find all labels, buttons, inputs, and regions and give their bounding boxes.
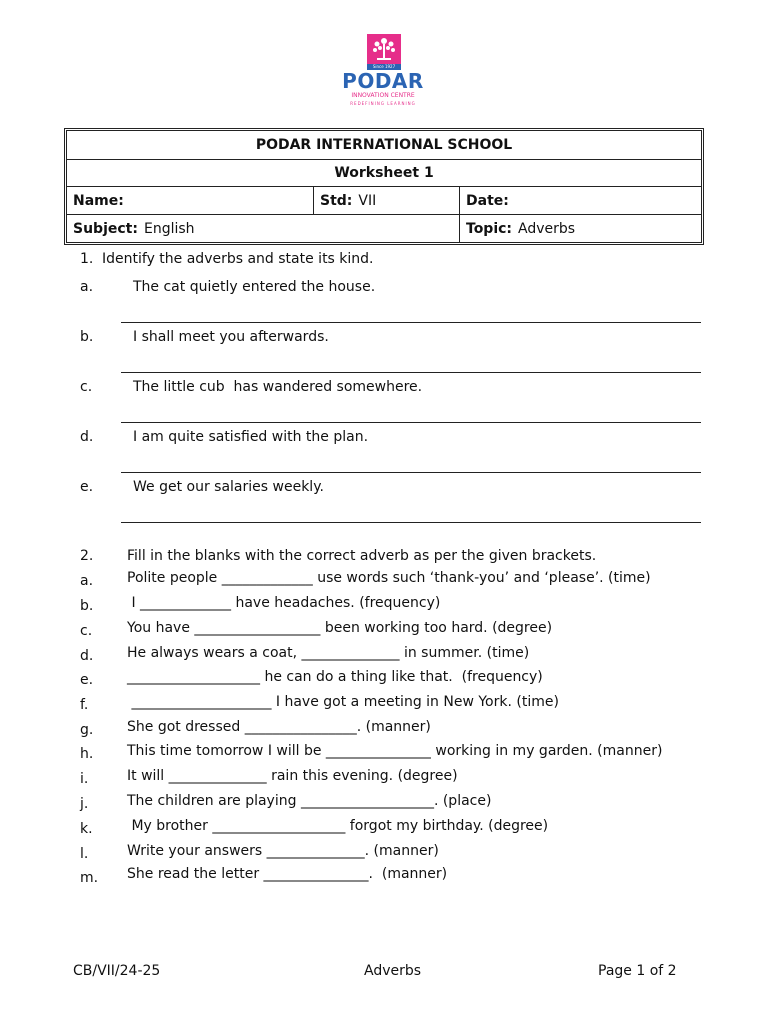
std-label: Std: <box>320 192 353 209</box>
footer-page-number: Page 1 of 2 <box>598 963 677 979</box>
q2-item-text[interactable]: It will ______________ rain this evening. (degree) <box>127 768 458 784</box>
topic-cell <box>459 215 701 242</box>
answer-line[interactable] <box>121 322 701 323</box>
q1-item-letter: d. <box>80 429 94 445</box>
q2-item-letter: m. <box>80 870 99 886</box>
name-cell <box>67 187 313 214</box>
subject-value: English <box>143 220 195 237</box>
q2-item-text[interactable]: The children are playing ___________________. (place) <box>127 793 492 809</box>
answer-line[interactable] <box>121 422 701 423</box>
subject-label: Subject: <box>73 220 138 237</box>
date-label: Date: <box>466 192 509 209</box>
q2-item-letter: l. <box>80 846 89 862</box>
worksheet-title: Worksheet 1 <box>334 165 434 181</box>
logo-subtitle: INNOVATION CENTRE <box>351 92 415 99</box>
school-logo <box>333 28 433 112</box>
answer-line[interactable] <box>121 522 701 523</box>
tree-icon <box>367 34 401 64</box>
q2-item-text[interactable]: ____________________ I have got a meeting in New York. (time) <box>127 694 559 710</box>
header-row-school <box>67 131 701 160</box>
q1-item-text: I shall meet you afterwards. <box>133 329 329 345</box>
q2-item-text[interactable]: I _____________ have headaches. (frequency) <box>127 595 441 611</box>
logo-tagline: REDEFINING LEARNING <box>350 101 416 106</box>
q1-item-letter: c. <box>80 379 93 395</box>
footer-topic: Adverbs <box>364 963 422 979</box>
q2-item-letter: j. <box>80 796 89 812</box>
q2-item-letter: f. <box>80 697 89 713</box>
q2-item-text[interactable]: Write your answers ______________. (manner) <box>127 843 439 859</box>
q2-item-text[interactable]: You have __________________ been working too hard. (degree) <box>127 620 553 636</box>
q2-item-letter: h. <box>80 746 94 762</box>
q2-number: 2. <box>80 548 94 564</box>
subject-cell <box>67 215 459 242</box>
topic-value: Adverbs <box>518 220 576 237</box>
q2-item-letter: b. <box>80 598 94 614</box>
q1-item-letter: a. <box>80 279 94 295</box>
q2-item-text[interactable]: She read the letter _______________. (manner) <box>127 866 448 882</box>
q1-instruction: Identify the adverbs and state its kind. <box>102 251 374 267</box>
answer-line[interactable] <box>121 472 701 473</box>
topic-label: Topic: <box>466 220 513 237</box>
logo-name: PODAR <box>342 69 424 93</box>
q2-item-letter: a. <box>80 573 94 589</box>
q1-item-letter: b. <box>80 329 94 345</box>
q2-item-text[interactable]: Polite people _____________ use words such ‘thank-you’ and ‘please’. (time) <box>127 570 651 586</box>
q1-item-text: We get our salaries weekly. <box>133 479 324 495</box>
q1-number: 1. <box>80 251 94 267</box>
q1-item-text: The little cub has wandered somewhere. <box>133 379 423 395</box>
worksheet-header-table <box>64 128 704 245</box>
logo-since: Since 1927 <box>367 64 401 70</box>
header-row-worksheet <box>67 160 701 187</box>
q1-item-text: I am quite satisfied with the plan. <box>133 429 369 445</box>
q2-item-letter: g. <box>80 722 94 738</box>
footer-code: CB/VII/24-25 <box>73 963 161 979</box>
name-label: Name: <box>73 192 124 209</box>
q1-item-letter: e. <box>80 479 94 495</box>
q2-item-text[interactable]: He always wears a coat, ______________ in summer. (time) <box>127 645 530 661</box>
q2-item-letter: c. <box>80 623 93 639</box>
q2-instruction: Fill in the blanks with the correct adverb as per the given brackets. <box>127 548 597 564</box>
q2-item-letter: e. <box>80 672 94 688</box>
header-row-subject <box>67 215 701 242</box>
q2-item-letter: i. <box>80 771 89 787</box>
header-row-details <box>67 187 701 215</box>
q2-item-text[interactable]: This time tomorrow I will be _______________ working in my garden. (manner) <box>127 743 663 759</box>
std-value: VII <box>358 192 377 209</box>
q2-item-text[interactable]: My brother ___________________ forgot my birthday. (degree) <box>127 818 549 834</box>
q2-item-text[interactable]: She got dressed ________________. (manner) <box>127 719 431 735</box>
std-cell <box>313 187 459 214</box>
answer-line[interactable] <box>121 372 701 373</box>
q2-item-letter: d. <box>80 648 94 664</box>
q2-item-text[interactable]: ___________________ he can do a thing like that. (frequency) <box>127 669 543 685</box>
q1-item-text: The cat quietly entered the house. <box>133 279 376 295</box>
q2-item-letter: k. <box>80 821 93 837</box>
date-cell <box>459 187 701 214</box>
school-name: PODAR INTERNATIONAL SCHOOL <box>255 137 513 153</box>
